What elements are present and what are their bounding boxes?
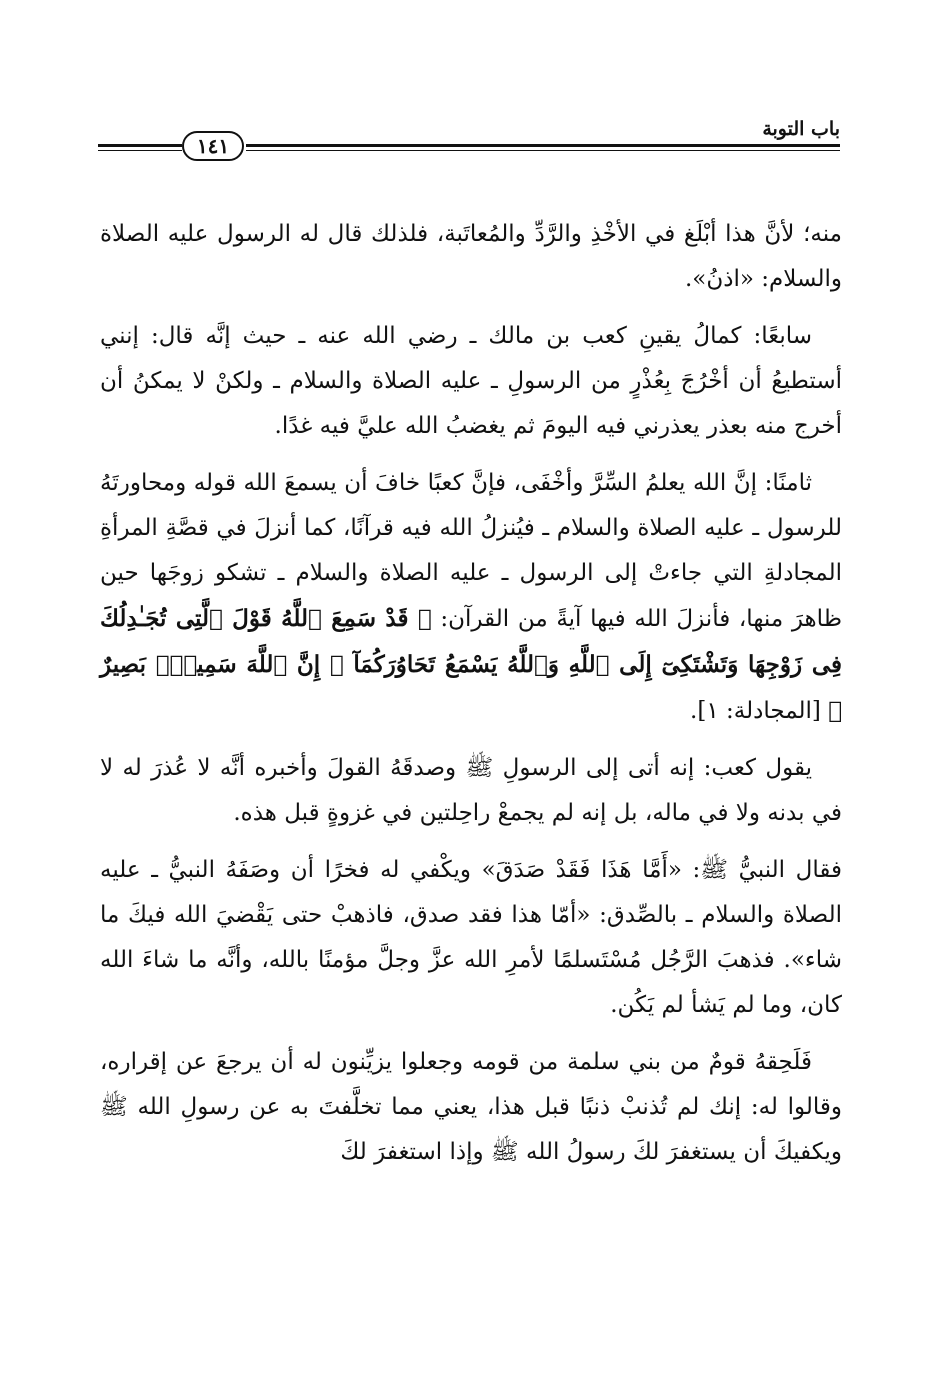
verse-reference: [المجادلة: ١].	[690, 698, 821, 724]
paragraph: سابعًا: كمالُ يقينِ كعب بن مالك ـ رضي الله عنه ـ حيث إنَّه قال: إنني أستطيعُ أن أخْرُجَ بِعُذْرٍ من الرسولِ ـ عليه الصلاة والسلام ـ ولكنْ لا يمكنُ أن أخرج منه بعذر يعذرني فيه اليومَ ثم يغضبُ الله عليَّ فيه غدًا.	[100, 323, 842, 439]
body-text	[100, 212, 842, 1187]
paragraph: فقال النبيُّ ﷺ: «أَمَّا هَذَا فَقَدْ صَدَقَ» ويكْفي له فخرًا أن وصَفَهُ النبيُّ ـ عليه الصلاة والسلام ـ بالصِّدق: «أمّا هذا فقد صدق، فاذهبْ حتى يَقْضيَ الله فيكَ ما شاء». فذهبَ الرَّجُل مُسْتَسلمًا لأمرِ الله عزَّ وجلَّ مؤمنًا بالله، وأنَّه ما شاءَ الله كان، وما لم يَشأ لم يَكُن.	[100, 857, 842, 1018]
chapter-title: باب التوبة	[762, 118, 840, 140]
page-number: ١٤١	[182, 131, 244, 161]
paragraph-text: ثامنًا: إنَّ الله يعلمُ السِّرَّ وأخْفَى، فإنَّ كعبًا خافَ أن يسمعَ الله قوله ومحاورتَهُ للرسول ـ عليه الصلاة والسلام ـ فيُنزلُ الله فيه قرآنًا، كما أنزلَ في قصَّةِ المرأةِ المجادلةِ التي جاءتْ إلى الرسول ـ عليه الصلاة والسلام ـ تشكو زوجَها حين ظاهرَ منها، فأنزلَ الله فيها آيةً من القرآن:	[100, 470, 842, 632]
header-rule	[246, 144, 840, 147]
header-rule	[246, 150, 840, 151]
quran-verse: ﴿ قَدْ سَمِعَ ٱللَّهُ قَوْلَ ٱلَّتِى تُجَـٰدِلُكَ فِى زَوْجِهَا وَتَشْتَكِىٓ إِلَى ٱللَّهِ وَٱللَّهُ يَسْمَعُ تَحَاوُرَكُمَآ ۚ إِنَّ ٱللَّهَ سَمِيعٌۢ بَصِيرٌ ﴾	[100, 605, 842, 724]
paragraph: فَلَحِقهُ قومٌ من بني سلمة من قومه وجعلوا يزيِّنون له أن يرجعَ عن إقراره، وقالوا له: إنك لم تُذنبْ ذنبًا قبل هذا، يعني مما تخلَّفتَ به عن رسولِ الله ﷺ ويكفيكَ أن يستغفرَ لكَ رسولُ الله ﷺ وإذا استغفرَ لكَ	[100, 1049, 842, 1165]
paragraph: يقول كعب: إنه أتى إلى الرسولِ ﷺ وصدقَهُ القولَ وأخبره أنَّه لا عُذرَ له لا في بدنه ولا في ماله، بل إنه لم يجمعْ راحِلتين في غزوةٍ قبل هذه.	[100, 755, 842, 826]
paragraph	[100, 461, 842, 734]
header-rule	[98, 144, 182, 147]
header-rule	[98, 150, 182, 151]
page-header	[98, 118, 840, 168]
paragraph: منه؛ لأنَّ هذا أبْلَغ في الأخْذِ والرَّدِّ والمُعاتَبة، فلذلك قال له الرسول عليه الصلاة والسلام: «اذنُ».	[100, 221, 842, 292]
